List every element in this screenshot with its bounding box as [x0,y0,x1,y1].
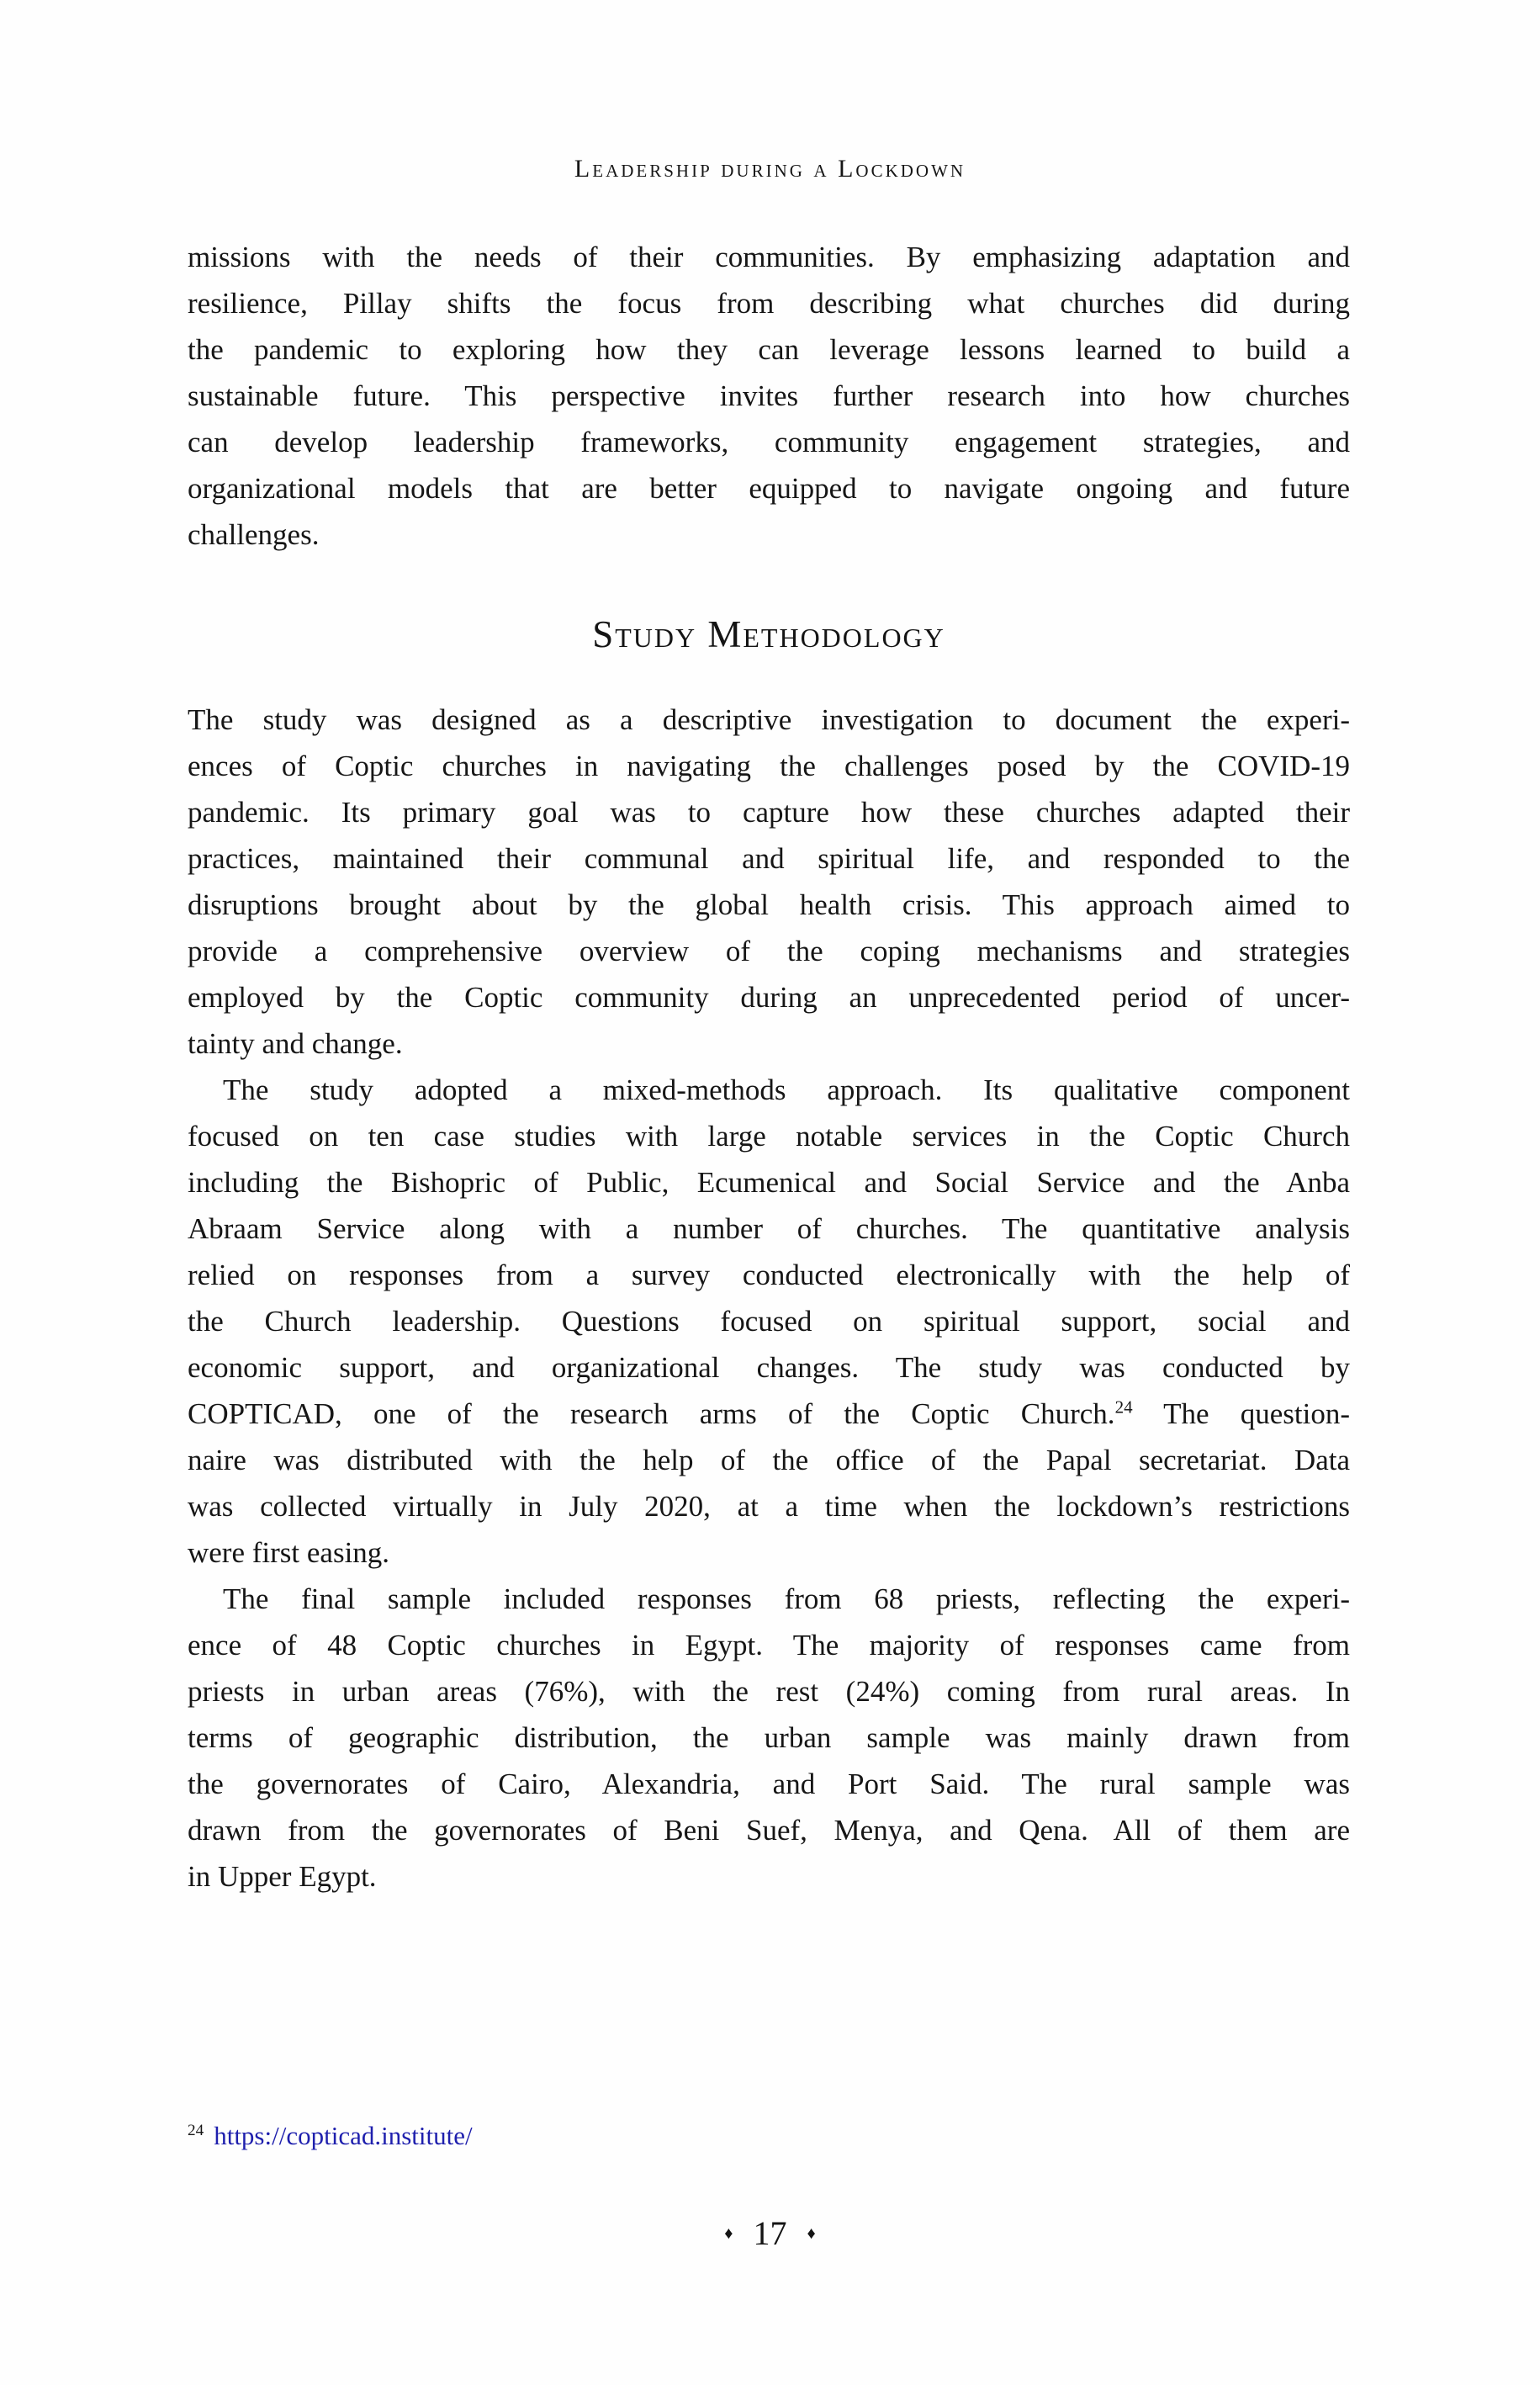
text-line: sustainable future. This perspective invites further research into how churches [188,379,1350,412]
text-line: can develop leadership frameworks, community engagement strategies, and [188,426,1350,458]
text-line: ence of 48 Coptic churches in Egypt. The majority of responses came from [188,1629,1350,1662]
text-line: Abraam Service along with a number of churches. The quantitative analysis [188,1212,1350,1245]
text-line: were first easing. [188,1536,390,1569]
footnote-link[interactable]: https://copticad.institute/ [214,2121,473,2150]
footnote-marker: 24 [188,2121,204,2139]
text-line: drawn from the governorates of Beni Suef, Menya, and Qena. All of them are [188,1814,1350,1847]
text-line: pandemic. Its primary goal was to capture how these churches adapted their [188,796,1350,829]
text-line: organizational models that are better equipped to navigate ongoing and future [188,472,1350,505]
text-line: disruptions brought about by the global health crisis. This approach aimed to [188,888,1350,921]
text-line: including the Bishopric of Public, Ecumenical and Social Service and the Anba [188,1166,1350,1199]
text-line: provide a comprehensive overview of the coping mechanisms and strategies [188,935,1350,967]
text-line: resilience, Pillay shifts the focus from describing what churches did during [188,287,1350,320]
diamond-ornament-right: ♦ [807,2224,816,2243]
text-line: terms of geographic distribution, the urban sample was mainly drawn from [188,1721,1350,1754]
section-heading-row [188,558,1350,697]
footnote-reference[interactable]: 24 [1114,1397,1133,1418]
paragraph [188,234,1350,558]
paragraph [188,1067,1350,1576]
running-head: Leadership during a Lockdown [574,155,966,183]
text-line: was collected virtually in July 2020, at a time when the lockdown’s restrictions [188,1490,1350,1523]
text-line: the governorates of Cairo, Alexandria, and Port Said. The rural sample was [188,1768,1350,1800]
paragraph [188,1576,1350,1900]
text-line: missions with the needs of their communities. By emphasizing adaptation and [188,241,1350,273]
text-line: tainty and change. [188,1027,403,1060]
text-line: practices, maintained their communal and spiritual life, and responded to the [188,842,1350,875]
page-number-row [0,2214,1540,2253]
footnote [188,2118,473,2154]
text-line: the Church leadership. Questions focused on spiritual support, social and [188,1305,1350,1338]
text-line: COPTICAD, one of the research arms of the Coptic Church.$^{24}$ The question- [188,1397,1350,1430]
page-number: 17 [753,2214,787,2252]
text-line: employed by the Coptic community during an unprecedented period of uncer- [188,981,1350,1014]
text-line: ences of Coptic churches in navigating the challenges posed by the COVID-19 [188,750,1350,782]
text-line: relied on responses from a survey conducted electronically with the help of [188,1259,1350,1291]
text-line: economic support, and organizational changes. The study was conducted by [188,1351,1350,1384]
text-line: naire was distributed with the help of the office of the Papal secretariat. Data [188,1444,1350,1476]
text-line: The final sample included responses from 68 priests, reflecting the experi- [223,1582,1350,1615]
text-line: priests in urban areas (76%), with the rest (24%) coming from rural areas. In [188,1675,1350,1708]
paragraph [188,697,1350,1067]
text-line: The study adopted a mixed-methods approach. Its qualitative component [223,1073,1350,1106]
text-line: The study was designed as a descriptive investigation to document the experi- [188,703,1350,736]
diamond-ornament-left: ♦ [724,2224,733,2243]
text-line: challenges. [188,518,320,551]
section-heading: Study Methodology [592,613,945,655]
body-text [188,234,1350,1900]
text-line: focused on ten case studies with large notable services in the Coptic Church [188,1120,1350,1153]
text-line: the pandemic to exploring how they can leverage lessons learned to build a [188,333,1350,366]
text-line: in Upper Egypt. [188,1860,377,1893]
